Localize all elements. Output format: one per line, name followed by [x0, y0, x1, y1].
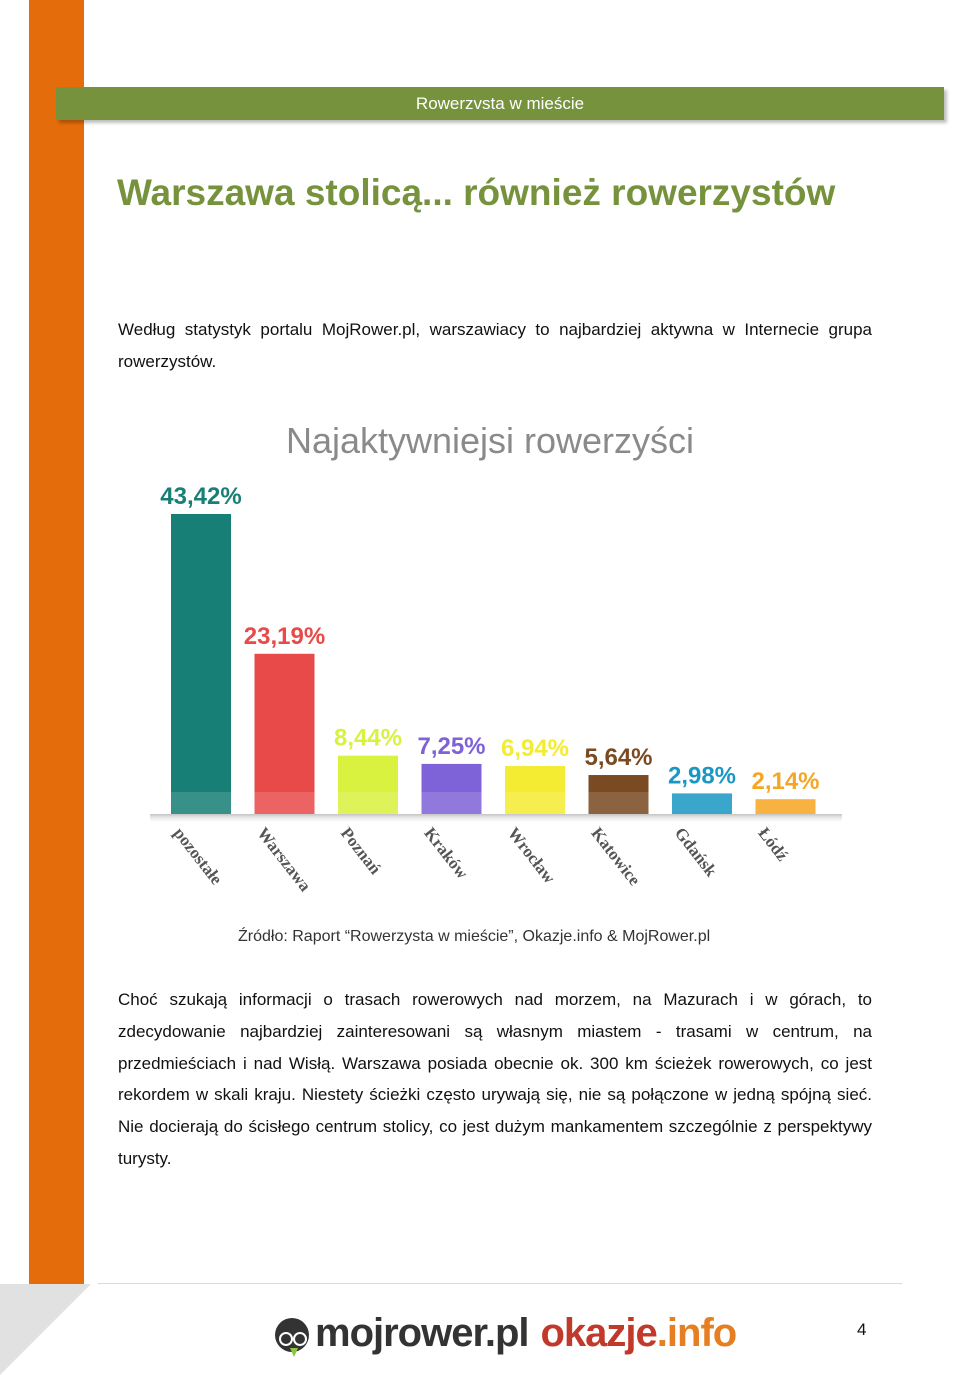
category-label-0: pozostałe — [169, 823, 227, 889]
bar-1 — [255, 654, 315, 814]
bar-base-highlight-0 — [171, 792, 231, 814]
value-label-3: 7,25% — [417, 732, 486, 760]
value-label-4: 6,94% — [500, 735, 570, 763]
category-label-2: Poznań — [336, 823, 385, 878]
chart-source: Źródło: Raport “Rowerzysta w mieście”, Okazje.info & MojRower.pl — [238, 928, 711, 945]
footer-logos — [275, 1303, 736, 1363]
value-label-2: 8,44% — [333, 724, 403, 752]
page-number: 4 — [857, 1320, 867, 1339]
bar-base-highlight-1 — [255, 792, 315, 814]
header-title: Rowerzvsta w mieście — [415, 93, 585, 113]
category-label-7: Łódź — [754, 823, 793, 865]
page-title: Warszawa stolicą... również rowerzystów — [117, 172, 836, 213]
left-sidebar-stripe — [29, 0, 84, 1284]
okazje-logo — [541, 1311, 737, 1356]
bar-base-highlight-3 — [422, 792, 482, 814]
okazje-logo-info: .info — [656, 1310, 737, 1355]
bar-chart — [150, 405, 850, 965]
page-corner-decoration — [0, 1284, 91, 1375]
footer-divider — [98, 1283, 902, 1284]
category-label-4: Wrocław — [503, 823, 560, 888]
bar-base-highlight-7 — [756, 799, 816, 814]
value-label-1: 23,19% — [243, 622, 326, 650]
mojrower-logo: mojrower.pl — [315, 1310, 529, 1355]
body-paragraph: Choć szukają informacji o trasach rowerowych nad morzem, na Mazurach i w górach, to zdecydowanie najbardziej zainteresowani są własnym miastem - trasami w centrum, na przedmieściach i nad Wisłą. Warszawa posiada obecnie ok. 300 km ścieżek rowerowych, co jest rekordem w skali kraju. Niestety ścieżki często urywają się, nie są połączone w jedną spójną sieć. Nie docierają do ścisłego centrum stolicy, co jest dużym mankamentem szczególnie z perspektywy turysty. — [118, 990, 872, 1168]
category-label-1: Warszawa — [253, 823, 315, 895]
intro-paragraph: Według statystyk portalu MojRower.pl, warszawiacy to najbardziej aktywna w Internecie grupa rowerzystów. — [118, 320, 872, 371]
category-label-5: Katowice — [587, 823, 645, 890]
chart-title: Najaktywniejsi rowerzyści — [285, 420, 695, 461]
bar-0 — [171, 514, 231, 814]
bar-base-highlight-2 — [338, 792, 398, 814]
value-label-6: 2,98% — [667, 762, 737, 790]
chart-baseline-shadow — [150, 814, 842, 824]
bar-base-highlight-4 — [505, 792, 565, 814]
bar-base-highlight-5 — [589, 792, 649, 814]
okazje-logo-text: okazje — [540, 1310, 657, 1355]
bar-base-highlight-6 — [672, 793, 732, 814]
category-label-3: Kraków — [420, 823, 472, 883]
bicycle-icon — [275, 1318, 309, 1352]
value-label-5: 5,64% — [584, 744, 653, 772]
category-label-6: Gdańsk — [670, 823, 721, 881]
value-label-7: 2,14% — [751, 768, 820, 796]
value-label-0: 43,42% — [160, 483, 242, 510]
